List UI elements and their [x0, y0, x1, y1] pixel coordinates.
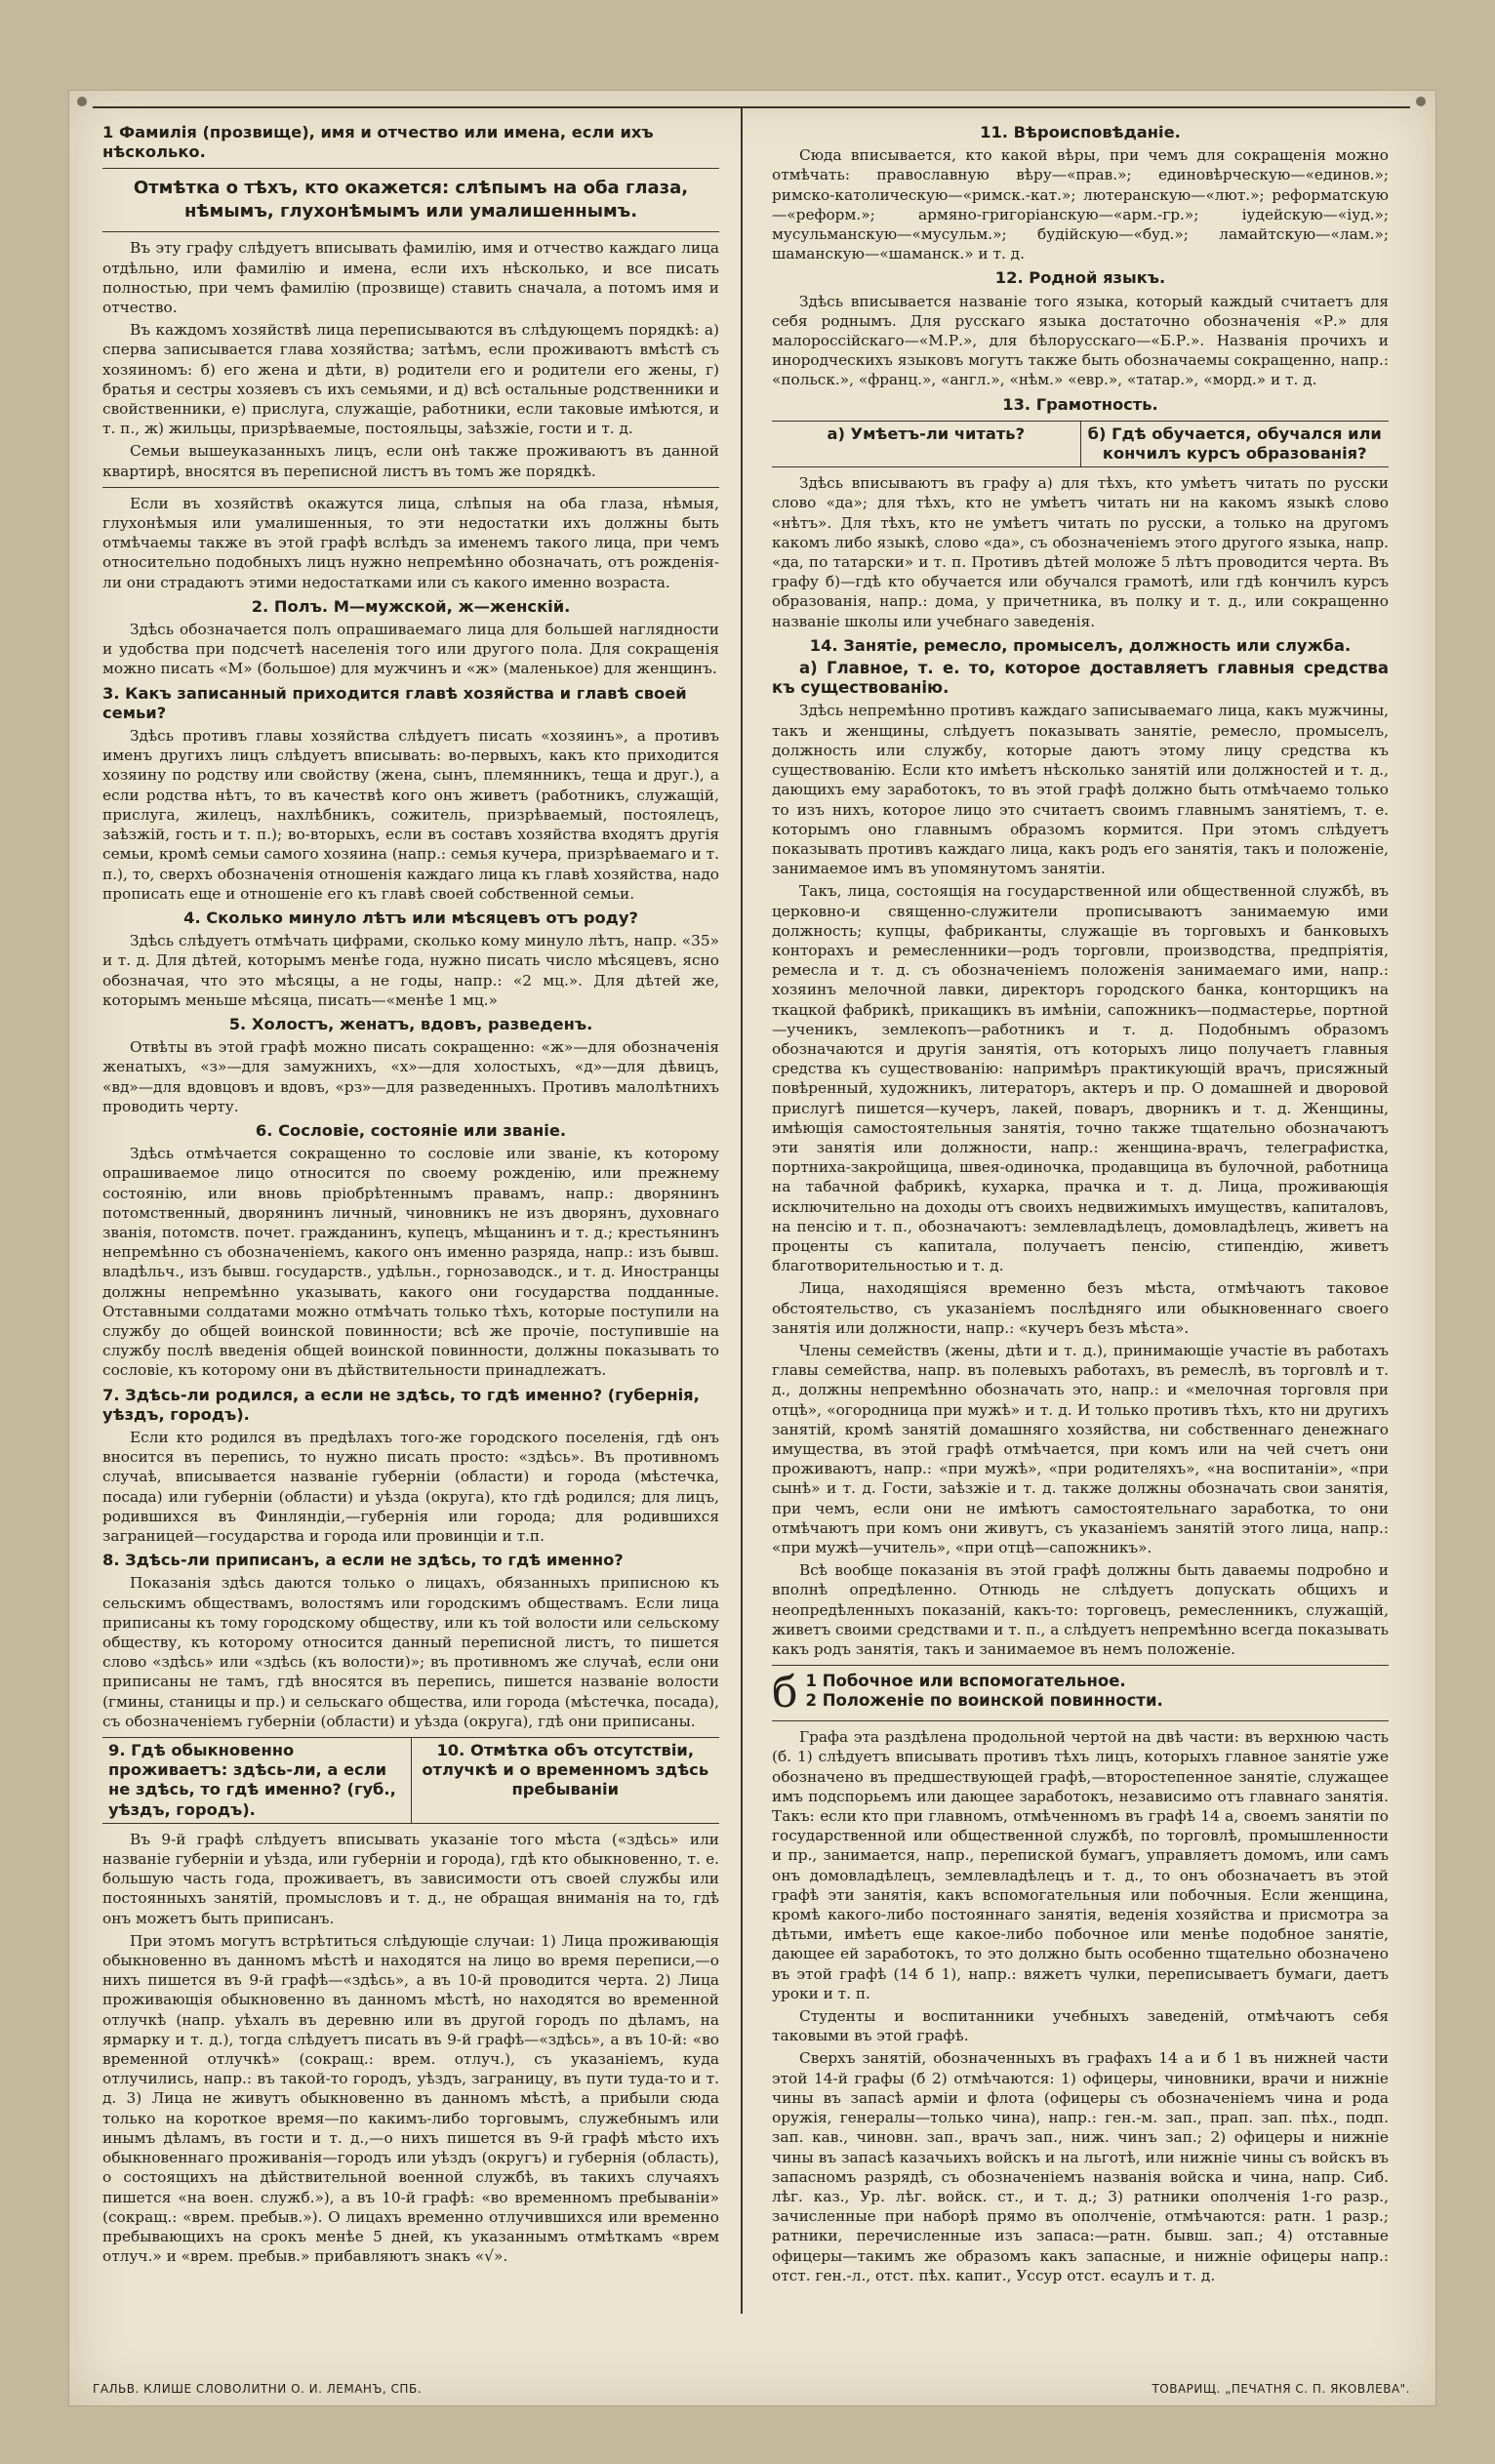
section-13b-cell	[1080, 422, 1390, 466]
section-7-text: Если кто родился въ предѣлахъ того-же городского поселенія, гдѣ онъ вносится въ перепись, то нужно писать просто: «здѣсь». Въ противномъ случаѣ, вписывается названіе губерніи (области) и города (мѣстечка, посада) или губерніи (области) и уѣзда (округа), кто гдѣ родился; для лицъ, родившихся въ Финляндіи,—губернія или города; для родившихся заграницей—государства и города или провинціи и т.п.	[102, 1428, 719, 1545]
section-14b-text: Студенты и воспитанники учебныхъ заведеній, отмѣчаютъ себя таковыми въ этой графѣ.	[772, 2007, 1389, 2045]
section-7-title: 7. Здѣсь-ли родился, а если не здѣсь, то гдѣ именно? (губернія, уѣздъ, городъ).	[102, 1385, 700, 1424]
section-14b2-title: 2 Положеніе по воинской повинности.	[805, 1691, 1163, 1711]
section-14b-text: Графа эта раздѣлена продольной чертой на двѣ части: въ верхнюю часть (б. 1) слѣдуетъ вписывать противъ тѣхъ лицъ, которыхъ главное занятіе уже обозначено въ предшествующей графѣ,—второстепенное занятіе, служащее имъ подспорьемъ или дающее заработокъ, независимо отъ главнаго занятія. Такъ: если кто при главномъ, отмѣченномъ въ графѣ 14 а, своемъ занятіи по государственной или общественной службѣ, по торговлѣ, промышленности и пр., занимается, напр., перепиской бумагъ, управляетъ домомъ, или самъ онъ домовладѣлецъ, землевладѣлецъ и т. д., то онъ обозначаетъ въ этой графѣ эти занятія, какъ вспомогательныя или побочныя. Если женщина, кромѣ какого-либо постояннаго занятія, веденія хозяйства и присмотра за дѣтьми, имѣетъ еще какое-либо побочное или менѣе подобное занятіе, дающее ей заработокъ, то это должно быть особенно тщательно обозначено въ этой графѣ (14 б 1), напр.: вяжетъ чулки, переписываетъ бумаги, даетъ уроки и т. п.	[772, 1728, 1389, 2002]
section-8-text: Показанія здѣсь даются только о лицахъ, обязанныхъ приписною къ сельскимъ обществамъ, волостямъ или городскимъ обществамъ. Если лица приписаны къ тому городскому обществу, или къ той волости или сельскому обществу, къ которому относится данный переписной листъ, то пишется слово «здѣсь» или «здѣсь (къ волости)»; въ противномъ же случаѣ, если они приписаны не тамъ, гдѣ вносятся въ перепись, пишется названіе волости (гмины, станицы и пр.) и сельскаго общества, или города (мѣстечка, посада), съ обозначеніемъ губерніи (области) и уѣзда (округа), гдѣ они приписаны.	[102, 1574, 719, 1730]
section-9-header-cell	[102, 1738, 411, 1823]
section-14-text: Такъ, лица, состоящія на государственной или общественной службѣ, въ церковно-и священно-служители прописываютъ занимаемую ими должность; купцы, фабриканты, служащіе въ торговыхъ и банковыхъ конторахъ и ремесленники—родъ торговли, производства, предпріятія, ремесла и т. д. съ обозначеніемъ положенія занимаемаго ими, напр.: хозяинъ мелочной лавки, директоръ городского банка, конторщикъ на ткацкой фабрикѣ, прикащикъ въ имѣніи, сапожникъ—подмастерье, портной—ученикъ, землекопъ—работникъ и т. д. Подобнымъ образомъ обозначаются и другія занятія, отъ которыхъ лицо получаетъ главныя средства къ существованію: напримѣръ практикующій врачъ, присяжный повѣренный, художникъ, литераторъ, актеръ и пр. О домашней и дворовой прислугѣ пишется—кучеръ, лакей, поваръ, дворникъ и т. д. Женщины, имѣющія самостоятельныя занятія, точно также тщательно обозначаютъ эти занятія или должности, напр.: женщина-врачъ, телеграфистка, портниха-закройщица, швея-одиночка, продавщица въ булочной, работница на табачной фабрикѣ, кухарка, прачка и т. д. Лица, проживающія исключительно на доходы отъ своихъ недвижимыхъ имуществъ, капиталовъ, на пенсію и т. п., обозначаютъ: землевладѣлецъ, домовладѣлецъ, живетъ на проценты съ капитала, получаетъ пенсію, стипендію, живетъ благотворительностью и т. д.	[772, 882, 1389, 1275]
section-1-title: 1 Фамилія (прозвище), имя и отчество или имена, если ихъ нѣсколько.	[102, 123, 654, 162]
section-14b-text: Сверхъ занятій, обозначенныхъ въ графахъ 14 а и б 1 въ нижней части этой 14-й графы (б 2) отмѣчаются: 1) офицеры, чиновники, врачи и нижніе чины въ запасѣ арміи и флота (офицеры съ обозначеніемъ чина и рода оружія, генералы—только чина), напр.: ген.-м. зап., прап. зап. пѣх., подп. зап. кав., чиновн. зап., врачъ зап., ниж. чинъ зап.; 2) офицеры и нижніе чины въ запасѣ казачьихъ войскъ и на льготѣ, или нижніе чины съ войскъ въ запасномъ разрядѣ, съ обозначеніемъ названія войска и чина, напр. Сиб. лѣг. каз., Ур. лѣг. войск. ст., и т. д.; 3) ратники ополченія 1-го разр., зачисленные при наборѣ прямо въ ополченіе, отмѣчаются: ратн. 1 разр.; ратники, перечисленные изъ запаса:—ратн. бывш. зап.; 4) отставные офицеры—такимъ же образомъ какъ запасные, и нижніе офицеры напр.: отст. ген.-л., отст. пѣх. капит., Уссур отст. есаулъ и т. д.	[772, 2049, 1389, 2284]
rule	[102, 231, 719, 232]
section-13-title: 13. Грамотность.	[1002, 394, 1158, 414]
section-9-text: При этомъ могутъ встрѣтиться слѣдующіе случаи: 1) Лица проживающія обыкновенно въ данномъ мѣстѣ и находятся на лицо во время переписи,—о нихъ пишется въ 9-й графѣ—«здѣсь», а въ 10-й проводится черта. 2) Лица проживающія обыкновенно въ данномъ мѣстѣ, но находятся во временной отлучкѣ (напр. уѣхалъ въ деревню или въ другой городъ по дѣламъ, на ярмарку и т. д.), тогда слѣдуетъ писать въ 9-й графѣ—«здѣсь», а въ 10-й: «во временной отлучкѣ» (сокращ.: врем. отлуч.), съ указаніемъ, куда отлучились, напр.: въ такой-то городъ, уѣздъ, заграницу, въ пути туда-то и т. д. 3) Лица не живутъ обыкновенно въ данномъ мѣстѣ, а прибыли сюда только на короткое время—по какимъ-либо торговымъ, служебнымъ или инымъ дѣламъ, въ гости и т. д.,—о нихъ пишется въ 9-й графѣ мѣсто ихъ обыкновеннаго проживанія—городъ или уѣздъ (округъ) и губернія (область), о состоящихъ на дѣйствительной военной службѣ, въ такихъ случаяхъ пишется «на воен. служб.»), а въ 10-й графѣ: «во временномъ пребываніи» (сокращ.: «врем. пребыв.»). О лицахъ временно отлучившихся или временно пребывающихъ на срокъ менѣе 5 дней, къ указаннымъ отмѣткамъ «врем отлуч.» и «врем. пребыв.» прибавляютъ знакъ «√».	[102, 1931, 719, 2266]
section-8-title: 8. Здѣсь-ли приписанъ, а если не здѣсь, то гдѣ именно?	[102, 1551, 624, 1570]
section-14-text: Члены семействъ (жены, дѣти и т. д.), принимающіе участіе въ работахъ главы семейства, напр. въ полевыхъ работахъ, въ ремеслѣ, въ торговлѣ и т. д., должны непремѣнно обозначать это, напр.: и «мелочная торговля при отцѣ», «огородница при мужѣ» и т. д. И только противъ тѣхъ, кто ни другихъ занятій, кромѣ занятій домашняго хозяйства, ни собственнаго денежнаго имущества, въ этой графѣ отмѣчается, при комъ или на чей счетъ они проживаютъ, напр.: «при мужѣ», «при родителяхъ», «на воспитаніи», «при сынѣ» и т. д. Гости, заѣзжіе и т. д. также должны обозначать свои занятія, при чемъ, если они не имѣютъ самостоятельнаго заработка, то они отмѣчаютъ при комъ они живутъ, съ указаніемъ занятій этого лица, напр.: «при мужѣ—учитель», «при отцѣ—сапожникъ».	[772, 1341, 1389, 1557]
right-column	[772, 118, 1389, 2288]
section-13a-title: а) Умѣетъ-ли читать?	[827, 424, 1026, 443]
section-13-text: Здѣсь вписываютъ въ графу а) для тѣхъ, кто умѣетъ читать по русски слово «да»; для тѣхъ, кто не умѣетъ читать ни на какомъ языкѣ слово «нѣтъ». Для тѣхъ, кто не умѣетъ читать по русски, а только на другомъ какомъ либо языкѣ, слово «да», съ обозначеніемъ этого другого языка, напр. «да, по татарски» и т. п. Противъ дѣтей моложе 5 лѣтъ проводится черта. Въ графу б)—гдѣ кто обучается или обучался грамотѣ, или гдѣ кончилъ курсъ образованія, напр.: дома, у причетника, въ полку и т. д., или сокращенно названіе школы или учебнаго заведенія.	[772, 474, 1389, 630]
section-11-title: 11. Вѣроисповѣданіе.	[980, 123, 1181, 141]
tack-mark	[1416, 97, 1426, 106]
section-2-text: Здѣсь обозначается полъ опрашиваемаго лица для большей наглядности и удобства при подсчетѣ населенія того или другого пола. Для сокращенія можно писать «М» (большое) для мужчинъ и «ж» (маленькое) для женщинъ.	[102, 621, 719, 678]
section-10-header-cell	[411, 1738, 720, 1823]
section-6-text: Здѣсь отмѣчается сокращенно то сословіе или званіе, къ которому опрашиваемое лицо относится по своему рожденію, или прежнему состоянію, или вновь пріобрѣтеннымъ правамъ, напр.: дворянинъ потомственный, дворянинъ личный, чиновникъ не изъ дворянъ, духовнаго званія, потомств. почет. гражданинъ, купецъ, мѣщанинъ и т. д.; крестьянинъ непремѣнно съ обозначеніемъ, какого онъ именно разряда, напр.: изъ бывш. владѣльч., изъ бывш. государств., удѣльн., горнозаводск., и т. д. Иностранцы должны непремѣнно указывать, какого они государства подданные. Отставными солдатами можно отмѣчать только тѣхъ, которые поступили на службу до общей воинской повинности; всѣ же прочіе, поступившіе на службу послѣ введенія общей воинской повинности, должны показывать то сословіе, къ которому они въ дѣйствительности принадлежатъ.	[102, 1145, 719, 1380]
tack-mark	[77, 97, 87, 106]
imprint-right: ТОВАРИЩ. „ПЕЧАТНЯ С. П. ЯКОВЛЕВА".	[1152, 2382, 1410, 2396]
rule	[772, 1720, 1389, 1721]
section-1-text: Въ эту графу слѣдуетъ вписывать фамилію, имя и отчество каждаго лица отдѣльно, или фамилію и имена, если ихъ нѣсколько, и все писать полностью, при чемъ фамилію (прозвище) ставить сначала, а потомъ имя и отчество.	[102, 239, 719, 317]
section-1-text: Если въ хозяйствѣ окажутся лица, слѣпыя на оба глаза, нѣмыя, глухонѣмыя или умалишенныя, то эти недостатки ихъ должны быть отмѣчаемы также въ этой графѣ вслѣдъ за именемъ такого лица, при чемъ относительно подобныхъ лицъ нужно непремѣнно обозначать, отъ рожденія-ли они страдаютъ этими недостатками или съ какого именно возраста.	[102, 494, 719, 591]
section-14-text: Здѣсь непремѣнно противъ каждаго записываемаго лица, какъ мужчины, такъ и женщины, слѣдуетъ показывать занятіе, ремесло, промыселъ, должность или службу, которые даютъ этому лицу средства къ существованію. Если кто имѣетъ нѣсколько занятій или должностей и т. д., дающихъ ему заработокъ, то въ этой графѣ должно быть отмѣчаемо только то изъ нихъ, которое лицо это считаетъ своимъ главнымъ занятіемъ, т. е. которымъ оно главнымъ образомъ кормится. При этомъ слѣдуетъ показывать противъ каждаго лица, какъ родъ его занятія, такъ и положеніе, занимаемое имъ въ упомянутомъ занятіи.	[772, 702, 1389, 878]
section-13b-title: б) Гдѣ обучается, обучался или кончилъ курсъ образованія?	[1087, 424, 1382, 464]
section-5-text: Отвѣты въ этой графѣ можно писать сокращенно: «ж»—для обозначенія женатыхъ, «з»—для замужнихъ, «х»—для холостыхъ, «д»—для дѣвицъ, «вд»—для вдовцовъ и вдовъ, «рз»—для разведенныхъ. Противъ малолѣтнихъ проводить черту.	[102, 1038, 719, 1115]
section-4-text: Здѣсь слѣдуетъ отмѣчать цифрами, сколько кому минуло лѣтъ, напр. «35» и т. д. Для дѣтей, которымъ менѣе года, нужно писать число мѣсяцевъ, ясно обозначая, что это мѣсяцы, а не годы, напр.: «2 мц.». Для дѣтей же, которымъ меньше мѣсяца, писать—«менѣе 1 мц.»	[102, 932, 719, 1009]
census-instruction-sheet	[68, 90, 1436, 2406]
section-14-text: Всѣ вообще показанія въ этой графѣ должны быть даваемы подробно и вполнѣ опредѣленно. Отнюдь не слѣдуетъ допускать общихъ и неопредѣленныхъ показаній, какъ-то: торговецъ, ремесленникъ, служащій, живетъ своими средствами и т. п., а слѣдуетъ непремѣнно всегда показывать какъ родъ занятія, такъ и занимаемое въ немъ положеніе.	[772, 1561, 1389, 1659]
section-1-text: Семьи вышеуказанныхъ лицъ, если онѣ также проживаютъ въ данной квартирѣ, вносятся въ переписной листъ въ томъ же порядкѣ.	[102, 442, 719, 480]
section-14a-subtitle: а) Главное, т. е. то, которое доставляетъ главныя средства къ существованію.	[772, 659, 1389, 698]
section-14-text: Лица, находящіяся временно безъ мѣста, отмѣчаютъ таковое обстоятельство, съ указаніемъ послѣдняго или обыкновеннаго своего занятія или должности, напр.: «кучеръ безъ мѣста».	[772, 1279, 1389, 1337]
rule	[772, 1665, 1389, 1666]
section-1-note: Отмѣтка о тѣхъ, кто окажется: слѣпымъ на оба глаза, нѣмымъ, глухонѣмымъ или умалишеннымъ.	[133, 178, 689, 222]
section-14b1-title: 1 Побочное или вспомогательное.	[805, 1672, 1126, 1691]
section-2-title: 2. Полъ. М—мужской, ж—женскій.	[251, 596, 571, 616]
section-4-title: 4. Сколько минуло лѣтъ или мѣсяцевъ отъ роду?	[183, 908, 638, 927]
section-10-title: 10. Отмѣтка объ отсутствіи, отлучкѣ и о временномъ здѣсь пребываніи	[422, 1741, 709, 1799]
section-14-title: 14. Занятіе, ремесло, промыселъ, должность или служба.	[809, 635, 1352, 655]
section-3-title: 3. Какъ записанный приходится главѣ хозяйства и главѣ своей семьи?	[102, 683, 687, 722]
section-13a-cell	[772, 422, 1080, 466]
section-14b-header	[772, 1668, 1389, 1718]
section-11-text: Сюда вписывается, кто какой вѣры, при чемъ для сокращенія можно отмѣчать: православную вѣру—«прав.»; единовѣрческую—«единов.»; римско-католическую—«римск.-кат.»; лютеранскую—«лют.»; реформатскую—«реформ.»; армяно-григоріанскую—«арм.-гр.»; іудейскую—«іуд.»; мусульманскую—«мусульм.»; будійскую—«буд.»; ламайтскую—«лам.»; шаманскую—«шаманск.» и т. д.	[772, 146, 1389, 263]
section-9-title: 9. Гдѣ обыкновенно проживаетъ: здѣсь-ли, а если не здѣсь, то гдѣ именно? (губ., уѣздъ, городъ).	[108, 1741, 396, 1819]
rule	[102, 168, 719, 169]
section-9-10-header	[102, 1737, 719, 1824]
section-12-title: 12. Родной языкъ.	[994, 268, 1166, 288]
section-13-subheader	[772, 421, 1389, 467]
left-column	[102, 118, 719, 2269]
text-frame	[93, 106, 1410, 2396]
section-12-text: Здѣсь вписывается названіе того языка, который каждый считаетъ для себя роднымъ. Для русскаго языка достаточно обозначенія «Р.» для малороссійскаго—«М.Р.», для бѣлорусскаго—«Б.Р.». Названія прочихъ и инородческихъ языковъ могутъ также быть обозначаемы сокращенно, напр.: «польск.», «франц.», «англ.», «нѣм.» «евр.», «татар.», «морд.» и т. д.	[772, 292, 1389, 389]
section-3-text: Здѣсь противъ главы хозяйства слѣдуетъ писать «хозяинъ», а противъ именъ другихъ лицъ слѣдуетъ вписывать: во-первыхъ, какъ кто приходится хозяину по родству или свойству (жена, сынъ, племянникъ, теща и друг.), а если родства нѣтъ, то въ качествѣ кого онъ живетъ (работникъ, служащій, прислуга, жилецъ, нахлѣбникъ, сожитель, призрѣваемый, постоялецъ, заѣзжій, гость и т. п.); во-вторыхъ, если въ составъ хозяйства входятъ другія семьи, кромѣ семьи самого хозяина (напр.: семья кучера, призрѣваемаго и т. п.), то, сверхъ обозначенія отношенія каждаго лица къ главѣ хозяйства, надо прописать еще и отношеніе его къ главѣ своей собственной семьи.	[102, 727, 719, 903]
column-divider	[741, 108, 743, 2314]
section-6-title: 6. Сословіе, состояніе или званіе.	[255, 1120, 567, 1140]
section-9-text: Въ 9-й графѣ слѣдуетъ вписывать указаніе того мѣста («здѣсь» или названіе губерніи и уѣзда, или губерніи и города), гдѣ кто обыкновенно, т. е. большую часть года, проживаетъ, въ зависимости отъ своей службы или постоянныхъ занятій, промысловъ и т. д., не обращая вниманія на то, гдѣ онъ можетъ быть приписанъ.	[102, 1830, 719, 1927]
section-14b-number: б	[772, 1668, 798, 1718]
section-1-text: Въ каждомъ хозяйствѣ лица переписываются въ слѣдующемъ порядкѣ: а) сперва записывается глава хозяйства; затѣмъ, если проживаютъ вмѣстѣ съ хозяиномъ: б) его жена и дѣти, в) родители его и родители его жены, г) братья и сестры хозяевъ съ ихъ семьями, и д) всѣ остальные родственники и свойственники, е) прислуга, служащіе, работники, если таковые имѣются, и т. п., ж) жильцы, призрѣваемые, постояльцы, заѣзжіе, гости и т. д.	[102, 321, 719, 438]
imprint-left: ГАЛЬВ. КЛИШЕ СЛОВОЛИТНИ О. И. ЛЕМАНЪ, СПБ.	[93, 2382, 423, 2396]
rule	[102, 487, 719, 488]
section-5-title: 5. Холостъ, женатъ, вдовъ, разведенъ.	[228, 1014, 593, 1033]
